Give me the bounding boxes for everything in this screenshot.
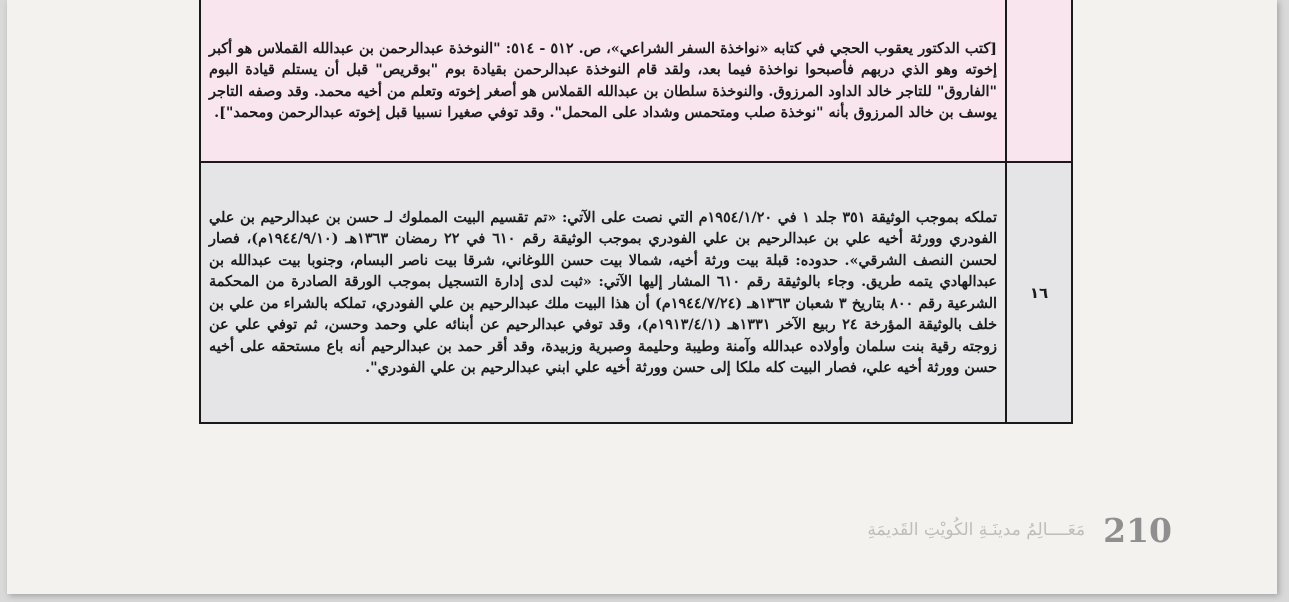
records-table (199, 0, 1073, 424)
row-number (1006, 0, 1072, 162)
row-text: تملكه بموجب الوثيقة ٣٥١ جلد ١ في ١٩٥٤/١/٢٠م التي نصت على الآتي: «تم تقسيم البيت المملوك لـ حسن بن عبدالرحيم بن علي الفودري وورثة أخيه علي بن عبدالرحيم بن علي الفودري بموجب الوثيقة رقم ٦١٠ في ٢٢ رمضان ١٣٦٣هـ (١٩٤٤/٩/١٠م)، فصار لحسن النصف الشرقي». حدوده: قبلة بيت ورثة أخيه، شمالا بيت حسن اللوغاني، شرقا بيت ناصر البسام، وجنوبا بيت عبدالله بن عبدالهادي يتمه طريق. وجاء بالوثيقة رقم ٦١٠ المشار إليها الآتي: «ثبت لدى إدارة التسجيل بموجب الورقة الصادرة من المحكمة الشرعية رقم ٨٠٠ بتاريخ ٣ شعبان ١٣٦٣هـ (١٩٤٤/٧/٢٤م) أن هذا البيت ملك عبدالرحيم بن علي الفودري، تملكه بالشراء من علي بن خلف بالوثيقة المؤرخة ٢٤ ربيع الآخر ١٣٣١هـ (١٩١٣/٤/١م)، وقد توفي عبدالرحيم عن أبنائه علي وحمد وحسن، ثم توفي علي عن زوجته رقية بنت سلمان وأولاده عبدالله وآمنة وطيبة وحليمة وصبرية وزبيدة، وقد أقر حمد بن عبدالرحيم أنه باع مستحقه على أخيه حسن وورثة أخيه علي، فصار البيت كله ملكا إلى حسن وورثة أخيه علي ابني عبدالرحيم بن علي الفودري". (200, 162, 1006, 423)
page-footer (792, 506, 1172, 554)
row-number: ١٦ (1006, 162, 1072, 423)
book-title: مَعَــــالِمُ مدينَـةِ الكُويْتِ القَديمَةِ (867, 520, 1086, 540)
table-row (200, 0, 1072, 162)
document-page (7, 0, 1277, 594)
page-number: 210 (1103, 510, 1172, 550)
row-text: [كتب الدكتور يعقوب الحجي في كتابه «نواخذة السفر الشراعي»، ص. ٥١٢ - ٥١٤: "النوخذة عبدالرحمن بن عبدالله القملاس هو أكبر إخوته وهو الذي دربهم فأصبحوا نواخذة فيما بعد، ولقد قام النوخذة عبدالرحمن بقيادة بوم "بوقريص" قبل أن يستلم قيادة البوم "الفاروق" للتاجر خالد الداود المرزوق. والنوخذة سلطان بن عبدالله القملاس هو أصغر إخوته وتعلم من أخيه محمد. وقد وصفه التاجر يوسف بن خالد المرزوق بأنه "نوخذة صلب ومتحمس وشداد على المحمل". وقد توفي صغيرا نسبيا قبل إخوته عبدالرحمن ومحمد"]. (200, 0, 1006, 162)
table-row (200, 162, 1072, 423)
